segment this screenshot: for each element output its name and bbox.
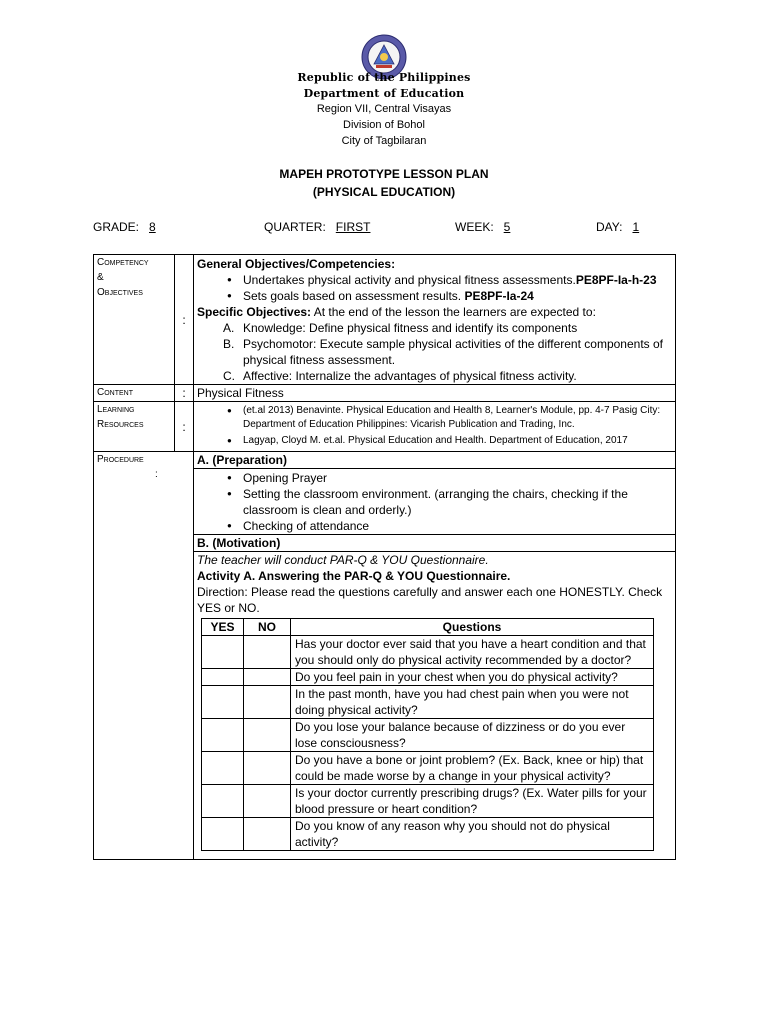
question-text: Is your doctor currently prescribing drugs? (Ex. Water pills for your blood pressure or heart condition? <box>291 785 654 818</box>
list-item: ● (et.al 2013) Benavinte. Physical Education and Health 8, Learner's Module, pp. 4-7 Pasig City: Department of Education Philippines: Vicarish Publication and Trading, Inc. <box>227 404 672 432</box>
preparation-list <box>197 470 672 534</box>
list-item: A. Knowledge: Define physical fitness and identify its components <box>223 321 578 335</box>
question-text: Do you have a bone or joint problem? (Ex. Back, knee or hip) that could be made worse by a change in your physical activity? <box>291 752 654 785</box>
lesson-plan-subtitle: (PHYSICAL EDUCATION) <box>312 185 456 199</box>
no-checkbox-cell[interactable] <box>244 636 291 669</box>
table-row <box>202 785 654 818</box>
procedure-label: Procedure <box>97 454 144 465</box>
list-item: B. Psychomotor: Execute sample physical activities of the different components of physical fitness assessment. <box>223 337 663 367</box>
content-colon: : <box>175 385 194 402</box>
question-text: Do you feel pain in your chest when you do physical activity? <box>291 669 654 686</box>
competency-cell <box>194 255 676 385</box>
day-field <box>596 219 649 235</box>
quarter-field <box>264 219 380 235</box>
list-item: ● Checking of attendance <box>227 518 672 534</box>
activity-direction: Direction: Please read the questions carefully and answer each one HONESTLY. Check YES or NO. <box>197 585 663 615</box>
no-checkbox-cell[interactable] <box>244 686 291 719</box>
region-line: Region VII, Central Visayas <box>316 103 452 115</box>
preparation-heading: A. (Preparation) <box>194 452 675 469</box>
yes-checkbox-cell[interactable] <box>202 686 244 719</box>
quarter-label: QUARTER: <box>264 220 326 234</box>
table-row <box>202 719 654 752</box>
list-item: ● Sets goals based on assessment results. PE8PF-Ia-24 <box>227 288 672 304</box>
yes-checkbox-cell[interactable] <box>202 636 244 669</box>
content-row <box>94 385 676 402</box>
list-item: ● Lagyap, Cloyd M. et.al. Physical Education and Health. Department of Education, 2017 <box>227 434 672 448</box>
republic-heading: Republic of the Philippines <box>297 71 471 84</box>
resources-colon: : <box>175 402 194 452</box>
procedure-row <box>94 452 676 860</box>
grade-field <box>93 219 166 235</box>
general-objectives-list <box>197 272 672 304</box>
grade-value: 8 <box>149 220 156 234</box>
lesson-plan-title: MAPEH PROTOTYPE LESSON PLAN <box>279 167 489 181</box>
day-value: 1 <box>632 220 640 234</box>
table-header-row <box>202 619 654 636</box>
activity-title: Activity A. Answering the PAR-Q & YOU Questionnaire. <box>197 569 511 583</box>
yes-checkbox-cell[interactable] <box>202 818 244 851</box>
no-checkbox-cell[interactable] <box>244 752 291 785</box>
yes-checkbox-cell[interactable] <box>202 669 244 686</box>
no-checkbox-cell[interactable] <box>244 785 291 818</box>
motivation-section <box>194 552 675 851</box>
lesson-plan-table <box>93 254 676 860</box>
competency-label: Competency & Objectives <box>94 255 175 385</box>
table-row <box>202 752 654 785</box>
no-checkbox-cell[interactable] <box>244 669 291 686</box>
resources-row <box>94 402 676 452</box>
motivation-heading: B. (Motivation) <box>194 535 675 552</box>
yes-checkbox-cell[interactable] <box>202 785 244 818</box>
no-column-header: NO <box>244 619 291 636</box>
week-field <box>455 219 520 235</box>
resources-cell <box>194 402 676 452</box>
yes-column-header: YES <box>202 619 244 636</box>
yes-checkbox-cell[interactable] <box>202 752 244 785</box>
city-line: City of Tagbilaran <box>341 135 427 147</box>
preparation-section <box>194 469 675 535</box>
competency-colon: : <box>175 255 194 385</box>
table-row <box>202 686 654 719</box>
list-item: ● Opening Prayer <box>227 470 672 486</box>
department-heading: Department of Education <box>303 87 465 100</box>
division-line: Division of Bohol <box>343 119 425 131</box>
list-item: C. Affective: Internalize the advantages of physical fitness activity. <box>223 369 577 383</box>
grade-label: GRADE: <box>93 220 140 234</box>
quarter-value: FIRST <box>335 220 371 234</box>
list-item: ● Undertakes physical activity and physical fitness assessments.PE8PF-Ia-h-23 <box>227 272 672 288</box>
yes-checkbox-cell[interactable] <box>202 719 244 752</box>
content-label: Content <box>94 385 175 402</box>
motivation-intro: The teacher will conduct PAR-Q & YOU Questionnaire. <box>197 553 489 567</box>
question-text: In the past month, have you had chest pain when you were not doing physical activity? <box>291 686 654 719</box>
day-label: DAY: <box>596 220 623 234</box>
week-label: WEEK: <box>455 220 494 234</box>
procedure-label-cell <box>94 452 194 860</box>
question-text: Do you lose your balance because of dizziness or do you ever lose consciousness? <box>291 719 654 752</box>
parq-questionnaire-table <box>201 618 654 851</box>
no-checkbox-cell[interactable] <box>244 818 291 851</box>
competency-row <box>94 255 676 385</box>
table-row <box>202 636 654 669</box>
general-objectives-heading: General Objectives/Competencies: <box>197 257 396 271</box>
resources-list <box>197 404 672 448</box>
list-item: ● Setting the classroom environment. (arranging the chairs, checking if the classroom is clean and orderly.) <box>227 486 672 518</box>
specific-objectives-list <box>197 320 672 384</box>
specific-objectives-line: Specific Objectives: At the end of the lesson the learners are expected to: <box>197 305 596 319</box>
question-text: Has your doctor ever said that you have a heart condition and that you should only do physical activity recommended by a doctor? <box>291 636 654 669</box>
no-checkbox-cell[interactable] <box>244 719 291 752</box>
table-row <box>202 669 654 686</box>
question-text: Do you know of any reason why you should not do physical activity? <box>291 818 654 851</box>
procedure-colon: : <box>155 469 158 480</box>
content-value: Physical Fitness <box>194 385 676 402</box>
procedure-cell <box>194 452 676 860</box>
questions-column-header: Questions <box>291 619 654 636</box>
table-row <box>202 818 654 851</box>
resources-label: Learning Resources <box>94 402 175 452</box>
week-value: 5 <box>503 220 511 234</box>
